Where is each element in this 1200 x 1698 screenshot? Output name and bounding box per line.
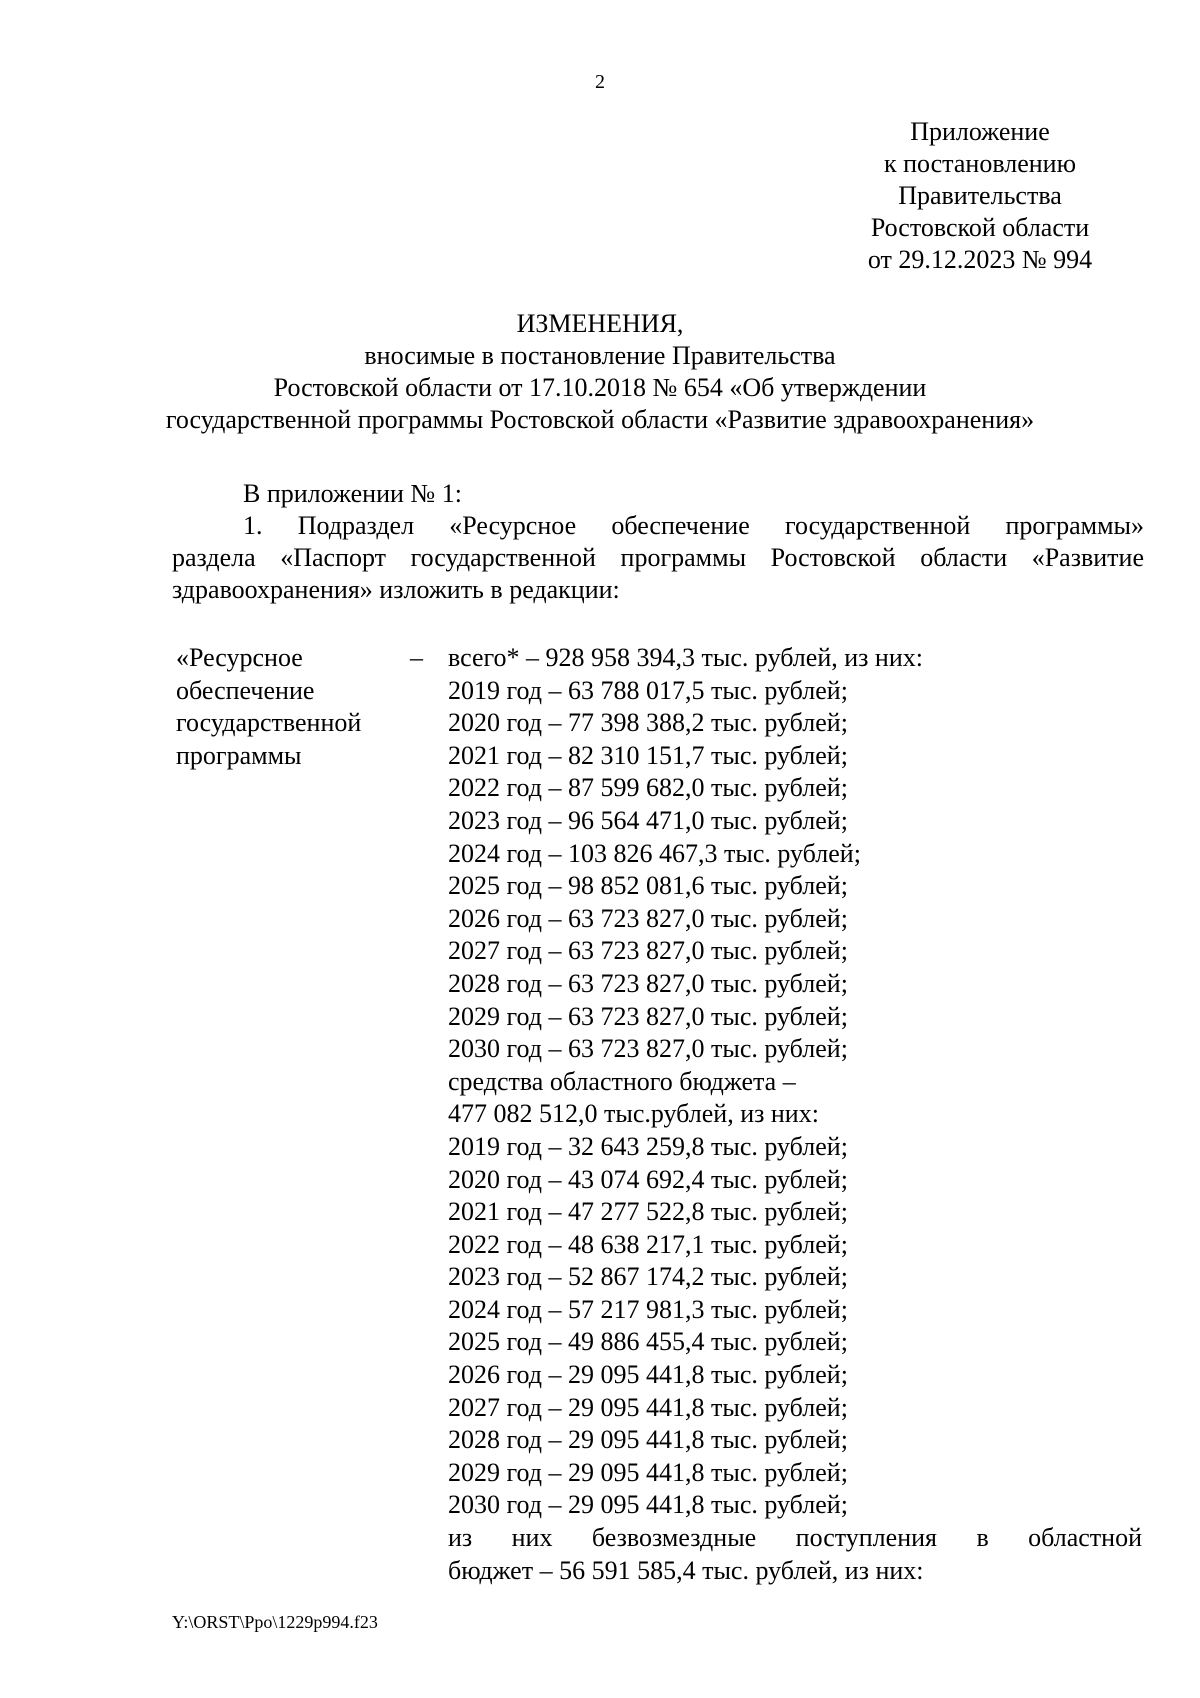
paragraph-1 xyxy=(172,510,1144,606)
resource-value-line: 2020 год – 77 398 388,2 тыс. рублей; xyxy=(448,708,848,738)
page-number: 2 xyxy=(595,71,605,93)
resource-label-line: программы xyxy=(176,740,302,770)
resource-dash: – xyxy=(410,643,423,672)
resource-label-line: обеспечение xyxy=(176,675,315,705)
footer-file-path: Y:\ORST\Ppo\1229p994.f23 xyxy=(172,1612,378,1632)
approval-line: к постановлению xyxy=(883,149,1077,178)
intro-text: В приложении № 1: xyxy=(243,479,462,508)
title-heading: ИЗМЕНЕНИЯ, xyxy=(516,309,684,338)
paragraph-line: 1. Подраздел «Ресурсное обеспечение государственной программы» xyxy=(243,511,1144,540)
resource-value-line: всего* – 928 958 394,3 тыс. рублей, из них: xyxy=(448,643,923,672)
title-line: государственной программы Ростовской области «Развитие здравоохранения» xyxy=(165,405,1035,434)
resource-value-line: 2025 год – 49 886 455,4 тыс. рублей; xyxy=(448,1327,848,1357)
resource-value-line: 2023 год – 96 564 471,0 тыс. рублей; xyxy=(448,805,848,835)
resource-label-line: государственной xyxy=(176,708,362,738)
resource-value-line: из них безвозмездные поступления в областной xyxy=(448,1523,1142,1553)
resource-value-line: 2028 год – 29 095 441,8 тыс. рублей; xyxy=(448,1425,848,1455)
approval-line: Ростовской области xyxy=(870,213,1090,242)
title-line: вносимые в постановление Правительства xyxy=(364,341,836,370)
resource-value-line: 2024 год – 103 826 467,3 тыс. рублей; xyxy=(448,838,861,868)
resource-value-line: 2027 год – 29 095 441,8 тыс. рублей; xyxy=(448,1392,848,1422)
resource-label xyxy=(176,642,361,772)
resource-value-line: 2022 год – 87 599 682,0 тыс. рублей; xyxy=(448,773,848,803)
resource-value-line: 2029 год – 63 723 827,0 тыс. рублей; xyxy=(448,1001,848,1031)
resource-value-line: 2026 год – 29 095 441,8 тыс. рублей; xyxy=(448,1360,848,1390)
approval-line: от 29.12.2023 № 994 xyxy=(867,245,1093,274)
resource-label-line: «Ресурсное xyxy=(176,643,303,672)
approval-line: Правительства xyxy=(898,181,1062,210)
resource-value-line: 2023 год – 52 867 174,2 тыс. рублей; xyxy=(448,1262,848,1292)
resource-value-line: 2022 год – 48 638 217,1 тыс. рублей; xyxy=(448,1229,848,1259)
paragraph-line: здравоохранения» изложить в редакции: xyxy=(172,575,620,604)
resource-value-line: 2021 год – 47 277 522,8 тыс. рублей; xyxy=(448,1197,848,1227)
approval-block xyxy=(760,116,1200,276)
resource-value-line: 2027 год – 63 723 827,0 тыс. рублей; xyxy=(448,936,848,966)
resource-value-line: средства областного бюджета – xyxy=(448,1066,796,1096)
title-line: Ростовской области от 17.10.2018 № 654 «Об утверждении xyxy=(273,373,927,402)
resource-value-line: 477 082 512,0 тыс.рублей, из них: xyxy=(448,1099,819,1129)
approval-line: Приложение xyxy=(910,117,1050,146)
resource-value-line: 2030 год – 29 095 441,8 тыс. рублей; xyxy=(448,1490,848,1520)
resource-value-line: 2025 год – 98 852 081,6 тыс. рублей; xyxy=(448,871,848,901)
resource-value-line: 2019 год – 63 788 017,5 тыс. рублей; xyxy=(448,675,848,705)
resource-value-line: 2026 год – 63 723 827,0 тыс. рублей; xyxy=(448,903,848,933)
resource-value-line: 2024 год – 57 217 981,3 тыс. рублей; xyxy=(448,1294,848,1324)
resource-value-line: 2021 год – 82 310 151,7 тыс. рублей; xyxy=(448,740,848,770)
resource-value-line: 2020 год – 43 074 692,4 тыс. рублей; xyxy=(448,1164,848,1194)
resource-value-line: 2019 год – 32 643 259,8 тыс. рублей; xyxy=(448,1131,848,1161)
resource-value-line: бюджет – 56 591 585,4 тыс. рублей, из них: xyxy=(448,1555,924,1585)
resource-value-line: 2030 год – 63 723 827,0 тыс. рублей; xyxy=(448,1034,848,1064)
document-title xyxy=(0,308,1200,436)
resource-value-line: 2028 год – 63 723 827,0 тыс. рублей; xyxy=(448,968,848,998)
resource-value-line: 2029 год – 29 095 441,8 тыс. рублей; xyxy=(448,1457,848,1487)
paragraph-line: раздела «Паспорт государственной программы Ростовской области «Развитие xyxy=(172,543,1144,572)
resource-values xyxy=(448,642,1142,1587)
